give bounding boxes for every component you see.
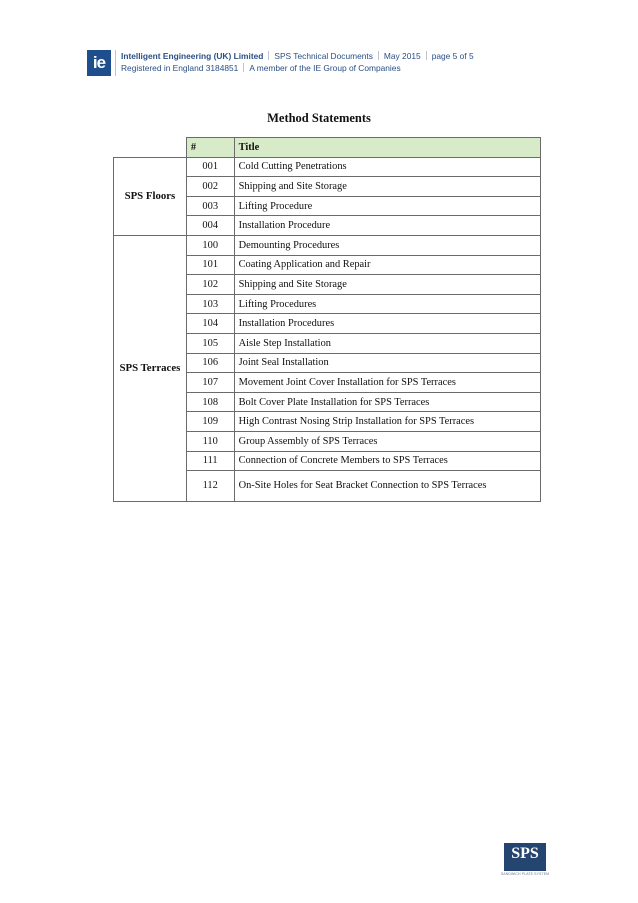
row-number: 111 bbox=[186, 451, 234, 471]
page-number: page 5 of 5 bbox=[431, 51, 474, 61]
row-number: 103 bbox=[186, 294, 234, 314]
row-title: Aisle Step Installation bbox=[234, 333, 540, 353]
ie-logo: ie bbox=[87, 50, 111, 76]
row-number: 110 bbox=[186, 431, 234, 451]
page-header bbox=[115, 50, 474, 76]
sps-logo-subtext: SANDWICH PLATE SYSTEM bbox=[500, 872, 550, 876]
row-title: High Contrast Nosing Strip Installation for SPS Terraces bbox=[234, 412, 540, 432]
row-number: 101 bbox=[186, 255, 234, 275]
row-number: 102 bbox=[186, 275, 234, 295]
doc-date: May 2015 bbox=[383, 51, 421, 61]
group-membership: A member of the IE Group of Companies bbox=[249, 63, 401, 73]
row-number: 002 bbox=[186, 177, 234, 197]
page-title: Method Statements bbox=[267, 111, 371, 125]
table-row bbox=[114, 235, 541, 255]
registration: Registered in England 3184851 bbox=[121, 63, 239, 73]
row-title: Demounting Procedures bbox=[234, 235, 540, 255]
header-empty-cell bbox=[114, 138, 187, 158]
row-number: 107 bbox=[186, 373, 234, 393]
row-number: 106 bbox=[186, 353, 234, 373]
row-number: 100 bbox=[186, 235, 234, 255]
row-title: Lifting Procedure bbox=[234, 196, 540, 216]
row-title: Cold Cutting Penetrations bbox=[234, 157, 540, 177]
group-label: SPS Terraces bbox=[114, 235, 187, 501]
row-title: Movement Joint Cover Installation for SPS Terraces bbox=[234, 373, 540, 393]
row-title: Coating Application and Repair bbox=[234, 255, 540, 275]
column-header-number: # bbox=[186, 138, 234, 158]
row-number: 108 bbox=[186, 392, 234, 412]
header-separator bbox=[268, 51, 269, 60]
row-number: 004 bbox=[186, 216, 234, 236]
row-title: On-Site Holes for Seat Bracket Connection to SPS Terraces bbox=[234, 471, 540, 502]
doc-series: SPS Technical Documents bbox=[274, 51, 373, 61]
table-header-row bbox=[114, 138, 541, 158]
row-title: Lifting Procedures bbox=[234, 294, 540, 314]
column-header-title: Title bbox=[234, 138, 540, 158]
header-separator bbox=[426, 51, 427, 60]
row-title: Installation Procedure bbox=[234, 216, 540, 236]
row-title: Bolt Cover Plate Installation for SPS Terraces bbox=[234, 392, 540, 412]
row-title: Shipping and Site Storage bbox=[234, 177, 540, 197]
header-separator bbox=[243, 63, 244, 72]
row-title: Group Assembly of SPS Terraces bbox=[234, 431, 540, 451]
row-number: 104 bbox=[186, 314, 234, 334]
row-number: 105 bbox=[186, 333, 234, 353]
method-statements-table bbox=[113, 137, 541, 502]
company-name: Intelligent Engineering (UK) Limited bbox=[121, 51, 264, 61]
group-label: SPS Floors bbox=[114, 157, 187, 235]
row-number: 109 bbox=[186, 412, 234, 432]
sps-logo: SPS bbox=[504, 843, 546, 871]
row-number: 001 bbox=[186, 157, 234, 177]
row-number: 003 bbox=[186, 196, 234, 216]
row-title: Joint Seal Installation bbox=[234, 353, 540, 373]
table-row bbox=[114, 157, 541, 177]
row-title: Connection of Concrete Members to SPS Terraces bbox=[234, 451, 540, 471]
row-number: 112 bbox=[186, 471, 234, 502]
header-separator bbox=[378, 51, 379, 60]
row-title: Shipping and Site Storage bbox=[234, 275, 540, 295]
row-title: Installation Procedures bbox=[234, 314, 540, 334]
